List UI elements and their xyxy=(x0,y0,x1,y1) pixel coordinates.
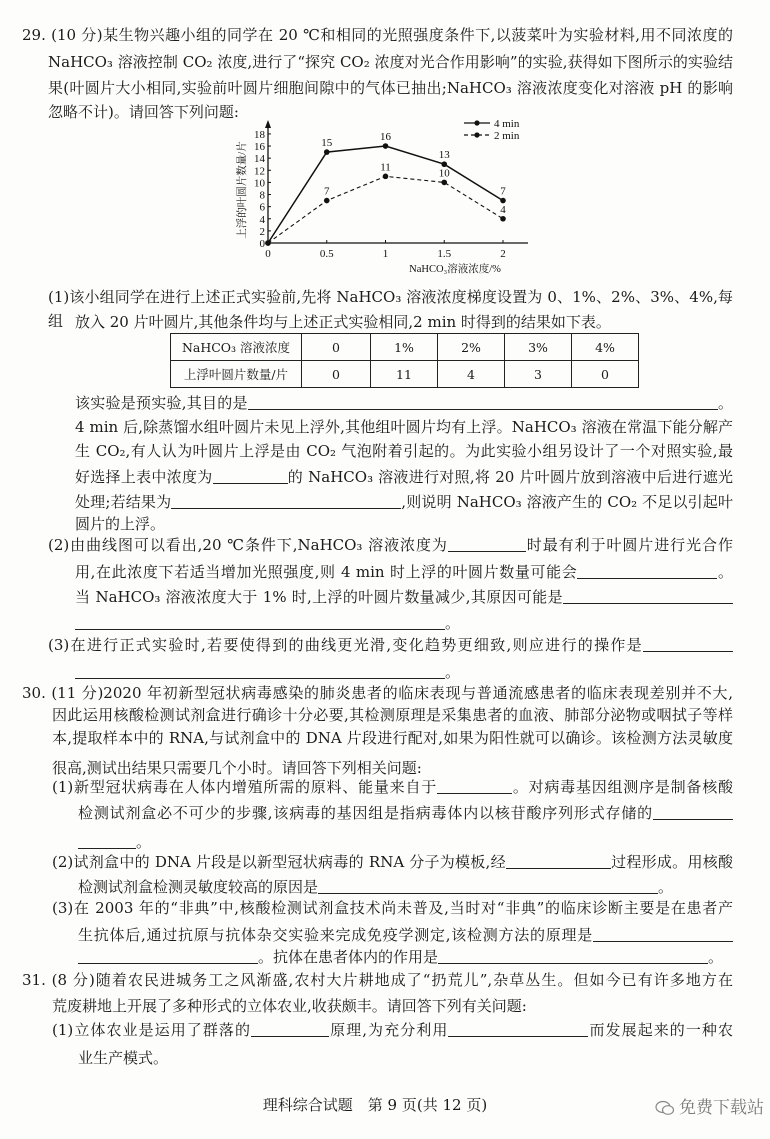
text-segment: (2)由曲线图可以看出,20 ℃条件下,NaHCO₃ 溶液浓度为 xyxy=(48,536,448,554)
text-segment: 用,在此浓度下若适当增加光照强度,则 4 min 时上浮的叶圆片数量可能会 xyxy=(75,563,578,581)
table-cell: NaHCO₃ 溶液浓度 xyxy=(171,334,302,361)
text-segment: (2)试剂盒中的 DNA 片段是以新型冠状病毒的 RNA 分子为模板,经 xyxy=(52,853,506,871)
text-line xyxy=(75,585,733,609)
text-segment: (3)在 2003 年的“非典”中,核酸检测试剂盒技术尚未普及,当时对“非典”的临床诊断主要是在患者产 xyxy=(52,899,733,917)
text-line xyxy=(78,923,733,947)
text-segment: (1)立体农业是运用了群落的 xyxy=(52,1021,252,1039)
text-line xyxy=(52,994,733,1018)
text-segment: NaHCO₃ 溶液控制 CO₂ 浓度,进行了“探究 CO₂ 浓度对光合作用影响”的实验,获得如下图所示的实验结 xyxy=(48,53,733,71)
answer-blank[interactable] xyxy=(437,777,512,794)
text-segment: 本,提取样本中的 RNA,与试剂盒中的 DNA 片段进行配对,如果为阳性就可以确诊。该检测方法灵敏度 xyxy=(52,729,733,747)
text-line xyxy=(75,310,733,334)
data-label: 15 xyxy=(321,137,333,150)
text-segment: (1)该小组同学在进行上述正式实验前,先将 NaHCO₃ 溶液浓度梯度设置为 0、1%、2%、3%、4%,每组 xyxy=(48,288,733,330)
wechat-icon xyxy=(655,1100,675,1116)
text-segment: ,则说明 NaHCO₃ 溶液产生的 CO₂ 不足以引起叶 xyxy=(401,493,733,511)
answer-blank[interactable] xyxy=(563,587,733,604)
data-point xyxy=(500,198,506,204)
text-segment: (3)在进行正式实验时,若要使得到的曲线更光滑,变化趋势更细致,则应进行的操作是 xyxy=(48,636,643,654)
text-line xyxy=(75,439,733,463)
table-cell: 0 xyxy=(572,361,639,388)
answer-blank[interactable] xyxy=(448,1020,588,1037)
table-cell: 3 xyxy=(505,361,572,388)
text-line xyxy=(75,391,733,415)
answer-blank[interactable] xyxy=(318,877,658,894)
text-segment: 。 xyxy=(658,878,674,896)
x-tick-label: 2 xyxy=(500,248,506,260)
text-line xyxy=(52,775,733,799)
y-axis-label: 上浮的叶圆片数量/片 xyxy=(237,141,248,239)
answer-blank[interactable] xyxy=(248,393,718,410)
text-segment: 时最有利于叶圆片进行光合作 xyxy=(525,536,733,554)
data-label: 7 xyxy=(500,185,506,198)
text-segment: 。 xyxy=(717,563,733,581)
y-tick-label: 0 xyxy=(259,238,265,250)
answer-blank[interactable] xyxy=(438,947,708,964)
table-cell: 0 xyxy=(302,361,371,388)
text-segment: (1)新型冠状病毒在人体内增殖所需的原料、能量来自于 xyxy=(52,778,438,796)
footer-text: 理科综合试题 第 9 页(共 12 页) xyxy=(262,1096,488,1114)
text-segment: 31. (8 分)随着农民进城务工之风渐盛,农村大片耕地成了“扔荒儿”,杂草丛生。但如今已有许多地方在 xyxy=(22,971,733,989)
data-label: 13 xyxy=(438,149,450,162)
text-segment: 因此运用核酸检测试剂盒进行确诊十分必要,其检测原理是采集患者的血液、肺部分泌物或咽拭子等样 xyxy=(52,706,733,724)
table-cell: 3% xyxy=(505,334,572,361)
answer-blank[interactable] xyxy=(577,562,717,579)
text-line xyxy=(48,76,733,100)
text-segment: 。 xyxy=(445,663,461,681)
legend-label: 4 min xyxy=(494,118,520,130)
text-segment: 检测试剂盒必不可少的步骤,该病毒的基因组是指病毒体内以核苷酸序列形式存储的 xyxy=(78,804,653,822)
data-point xyxy=(500,216,506,222)
text-segment: 的 NaHCO₃ 溶液进行对照,将 20 片叶圆片放到溶液中后进行遮光 xyxy=(287,468,733,486)
pre-experiment-table xyxy=(170,333,639,388)
answer-blank[interactable] xyxy=(75,662,445,679)
table-cell: 11 xyxy=(371,361,438,388)
legend-marker xyxy=(474,132,479,137)
text-segment: 很高,测试出结果只需要几个小时。请回答下列相关问题: xyxy=(52,759,422,777)
answer-blank[interactable] xyxy=(75,613,445,630)
text-segment: 过程形成。用核酸 xyxy=(610,853,733,871)
y-tick-label: 16 xyxy=(254,141,265,154)
table-cell: 4% xyxy=(572,334,639,361)
text-segment: 忽略不计)。请回答下列问题: xyxy=(48,103,239,121)
answer-blank[interactable] xyxy=(448,535,526,552)
data-label: 10 xyxy=(438,167,450,180)
answer-blank[interactable] xyxy=(171,492,401,509)
y-axis-arrow xyxy=(265,120,271,128)
answer-blank[interactable] xyxy=(213,467,288,484)
text-segment: 30. (11 分)2020 年初新型冠状病毒感染的肺炎患者的临床表现与普通流感患者的临床表现差别并不大, xyxy=(22,684,733,702)
text-line xyxy=(78,801,733,825)
text-segment: 而发展起来的一种农 xyxy=(588,1021,733,1039)
text-segment: 圆片的上浮。 xyxy=(75,515,166,533)
text-segment: 荒废耕地上开展了多种形式的立体农业,收获颇丰。请回答下列有关问题: xyxy=(52,997,527,1015)
text-line xyxy=(48,50,733,74)
table-row xyxy=(171,334,639,361)
data-point xyxy=(324,149,330,155)
text-segment: 29. (10 分)某生物兴趣小组的同学在 20 ℃和相同的光照强度条件下,以菠菜叶为实验材料,用不同浓度的 xyxy=(22,26,733,44)
text-segment: 放入 20 片叶圆片,其他条件均与上述正式实验相同,2 min 时得到的结果如下表。 xyxy=(75,313,611,331)
text-line xyxy=(52,703,733,727)
data-label: 11 xyxy=(380,161,391,174)
table-cell: 上浮叶圆片数量/片 xyxy=(171,361,302,388)
text-line xyxy=(48,533,733,557)
data-point xyxy=(383,143,389,149)
x-tick-label: 1 xyxy=(382,248,389,260)
text-segment: 。 xyxy=(136,833,152,851)
watermark xyxy=(655,1093,764,1118)
line-chart xyxy=(228,112,538,284)
y-tick-label: 4 xyxy=(259,213,265,226)
y-tick-label: 12 xyxy=(254,165,265,178)
text-line xyxy=(75,415,733,439)
text-segment: 处理;若结果为 xyxy=(75,493,172,511)
y-tick-label: 6 xyxy=(259,201,265,214)
y-tick-label: 18 xyxy=(254,128,265,141)
watermark-text: 免费下载站 xyxy=(679,1098,764,1118)
text-line xyxy=(52,1018,733,1042)
series-line-2min xyxy=(268,176,503,243)
answer-blank[interactable] xyxy=(251,1020,329,1037)
answer-blank[interactable] xyxy=(506,852,611,869)
data-label: 16 xyxy=(380,131,391,144)
text-line xyxy=(75,560,733,584)
data-point xyxy=(441,161,447,167)
chart-marks xyxy=(265,118,520,246)
x-axis-label: NaHCO₃溶液浓度/% xyxy=(409,264,501,275)
text-line xyxy=(75,611,733,635)
x-tick-label: 0.5 xyxy=(319,248,334,260)
text-segment: 当 NaHCO₃ 溶液浓度大于 1% 时,上浮的叶圆片数量减少,其原因可能是 xyxy=(75,588,563,606)
y-tick-label: 2 xyxy=(259,225,265,238)
legend-label: 2 min xyxy=(494,130,520,142)
text-line xyxy=(22,23,733,47)
text-line xyxy=(78,945,733,969)
legend-marker xyxy=(474,120,479,125)
text-line xyxy=(48,633,733,657)
text-line xyxy=(78,1046,733,1070)
y-tick-label: 10 xyxy=(254,177,265,190)
answer-blank[interactable] xyxy=(643,635,733,652)
text-line xyxy=(75,465,733,489)
y-tick-label: 8 xyxy=(259,189,265,202)
data-point xyxy=(383,174,389,180)
text-segment: 4 min 后,除蒸馏水组叶圆片未见上浮外,其他组叶圆片均有上浮。NaHCO₃ 溶液在常温下能分解产 xyxy=(75,418,733,436)
text-segment: 。 xyxy=(708,948,724,966)
y-tick-label: 14 xyxy=(254,153,265,166)
data-point xyxy=(441,180,447,186)
text-line xyxy=(52,726,733,750)
text-line xyxy=(52,896,733,920)
answer-blank[interactable] xyxy=(78,947,258,964)
text-segment: 原理,为充分利用 xyxy=(329,1021,449,1039)
table-cell: 1% xyxy=(371,334,438,361)
text-segment: 。 xyxy=(717,394,733,412)
table-row xyxy=(171,361,639,388)
answer-blank[interactable] xyxy=(78,832,136,849)
answer-blank[interactable] xyxy=(593,925,733,942)
table-cell: 2% xyxy=(438,334,505,361)
data-point xyxy=(324,198,330,204)
x-tick-label: 1.5 xyxy=(437,248,452,260)
text-segment: 业生产模式。 xyxy=(78,1049,169,1067)
data-point xyxy=(265,240,271,246)
table-cell: 4 xyxy=(438,361,505,388)
data-label: 4 xyxy=(500,203,506,216)
data-label: 7 xyxy=(324,185,330,198)
table-cell: 0 xyxy=(302,334,371,361)
text-segment: 生 CO₂,有人认为叶圆片上浮是由 CO₂ 气泡附着引起的。为此实验小组另设计了一个对照实验,最 xyxy=(75,442,733,460)
text-line xyxy=(52,850,733,874)
text-segment: 检测试剂盒检测灵敏度较高的原因是 xyxy=(78,878,319,896)
text-segment: 。 xyxy=(445,614,461,632)
text-line xyxy=(75,490,733,514)
answer-blank[interactable] xyxy=(653,803,733,820)
x-tick-label: 0 xyxy=(265,248,271,260)
text-segment: 果(叶圆片大小相同,实验前叶圆片细胞间隙中的气体已抽出;NaHCO₃ 溶液浓度变化对溶液 pH 的影响 xyxy=(48,79,733,97)
text-segment: 。抗体在患者体内的作用是 xyxy=(258,948,439,966)
text-segment: 。对病毒基因组测序是制备核酸 xyxy=(512,778,733,796)
text-line xyxy=(22,681,733,705)
text-segment: 该实验是预实验,其目的是 xyxy=(75,394,248,412)
text-line xyxy=(22,968,733,992)
text-segment: 生抗体后,通过抗原与抗体杂交实验来完成免疫学测定,该检测方法的原理是 xyxy=(78,926,593,944)
text-segment: 好选择上表中浓度为 xyxy=(75,468,213,486)
